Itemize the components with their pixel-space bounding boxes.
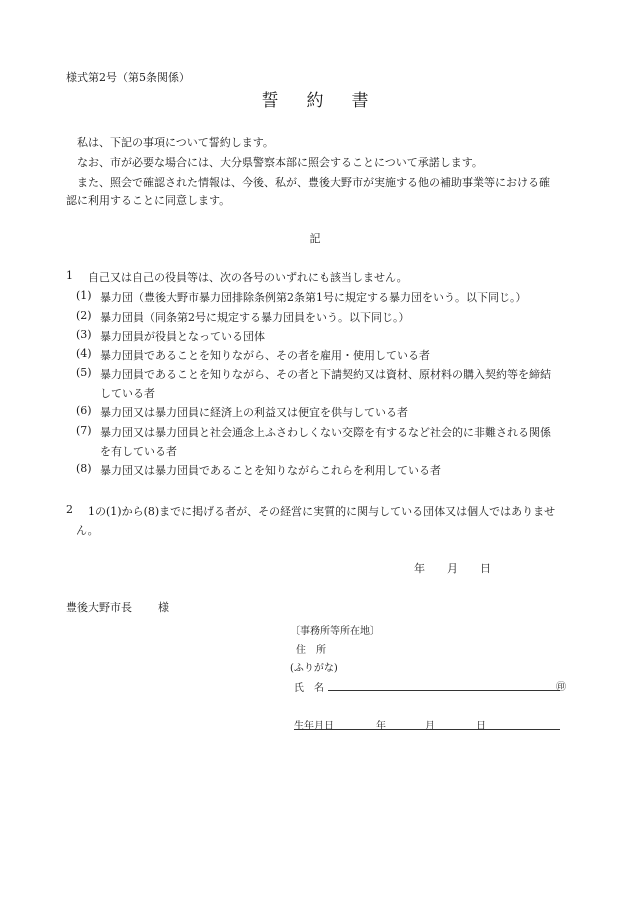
addressee	[66, 599, 169, 615]
item-1-text: 自己又は自己の役員等は、次の各号のいずれにも該当しません。	[88, 271, 408, 284]
address-label: 住 所	[296, 645, 326, 656]
office-location-label: 〔事務所等所在地〕	[290, 626, 380, 637]
item-1-number: 1	[66, 269, 73, 282]
sub-4-number: (4)	[76, 347, 92, 360]
date-month: 月	[447, 562, 458, 575]
addressee-honorific: 様	[158, 601, 169, 614]
sub-2-number: (2)	[76, 309, 92, 322]
ki-heading: 記	[309, 232, 321, 245]
sub-6-number: (6)	[76, 404, 92, 417]
date-day: 日	[480, 562, 491, 575]
sub-4-text: 暴力団員であることを知りながら、その者を雇用・使用している者	[100, 349, 430, 362]
sub-7-number: (7)	[76, 424, 92, 437]
title-char-2: 約	[306, 91, 324, 111]
intro-line-1: 私は、下記の事項について誓約します。	[66, 136, 274, 149]
sub-1-text: 暴力団（豊後大野市暴力団排除条例第2条第1号に規定する暴力団をいう。以下同じ。）	[100, 291, 527, 304]
sub-2-text: 暴力団員（同条第2号に規定する暴力団員をいう。以下同じ。）	[100, 311, 410, 324]
intro-line-2: なお、市が必要な場合には、大分県警察本部に照会することについて承諾します。	[66, 156, 483, 169]
date-line	[414, 560, 491, 576]
form-number: 様式第2号（第5条関係）	[66, 71, 190, 84]
item-2-text-line-1: 1の(1)から(8)までに掲げる者が、その経営に実質的に関与している団体又は個人ではありませ	[88, 505, 556, 518]
sub-8-text: 暴力団又は暴力団員であることを知りながらこれらを利用している者	[100, 464, 441, 477]
sub-7-text-line-2: を有している者	[100, 445, 177, 458]
seal-mark: ㊞	[556, 682, 566, 693]
birth-date-underline	[294, 729, 560, 730]
birth-year-label: 年	[376, 721, 386, 732]
sub-6-text: 暴力団又は暴力団員に経済上の利益又は便宜を供与している者	[100, 406, 408, 419]
item-2-number: 2	[66, 503, 73, 516]
birth-month-label: 月	[425, 721, 435, 732]
addressee-name: 豊後大野市長	[66, 601, 132, 614]
sub-1-number: (1)	[76, 289, 92, 302]
document-title	[0, 86, 630, 111]
sub-3-text: 暴力団員が役員となっている団体	[100, 330, 265, 343]
sub-7-text-line-1: 暴力団又は暴力団員と社会通念上ふさわしくない交際を有するなど社会的に非難される関係	[100, 426, 551, 439]
title-char-3: 書	[351, 91, 369, 111]
sub-5-text-line-1: 暴力団員であることを知りながら、その者と下請契約又は資材、原材料の購入契約等を締結	[100, 368, 551, 381]
sub-5-text-line-2: している者	[100, 387, 155, 400]
birth-date-label: 生年月日	[294, 721, 334, 732]
intro-line-3: また、照会で確認された情報は、今後、私が、豊後大野市が実施する他の補助事業等における確	[66, 176, 550, 189]
sub-8-number: (8)	[76, 462, 92, 475]
furigana-label: (ふりがな)	[290, 663, 338, 674]
name-underline	[328, 690, 560, 691]
sub-3-number: (3)	[76, 328, 92, 341]
name-label: 氏 名	[294, 683, 324, 694]
birth-day-label: 日	[476, 721, 486, 732]
date-year: 年	[414, 562, 425, 575]
item-2-text-line-2: ん。	[76, 524, 99, 537]
sub-5-number: (5)	[76, 366, 92, 379]
title-char-1: 誓	[261, 91, 279, 111]
intro-line-4: 認に利用することに同意します。	[66, 194, 231, 207]
